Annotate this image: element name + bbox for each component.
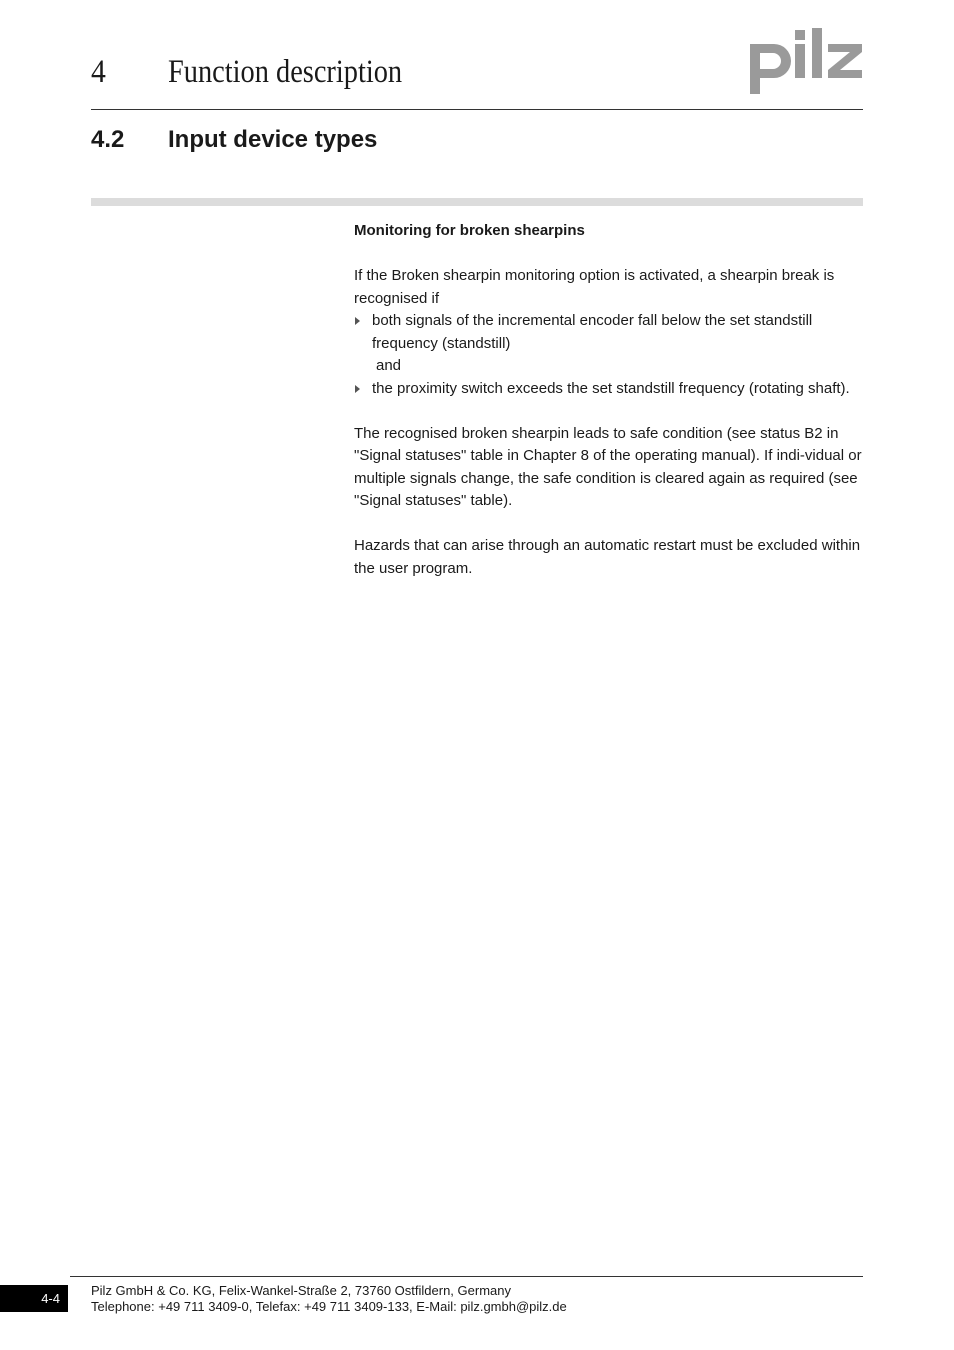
list-item-text: the proximity switch exceeds the set standstill frequency (rotating shaft). [372, 379, 850, 397]
footer-address: Pilz GmbH & Co. KG, Felix-Wankel-Straße 2, 73760 Ostfildern, Germany [91, 1283, 511, 1298]
body-content [354, 220, 864, 580]
triangle-bullet-icon [355, 317, 360, 325]
body-paragraph-2: The recognised broken shearpin leads to safe condition (see status B2 in "Signal statuses" table in Chapter 8 of the operating manual). If indi-vidual or multiple signals change, the safe condition is cleared again as required (see "Signal statuses" table). [354, 424, 862, 509]
section-number: 4.2 [91, 126, 125, 153]
footer-contact: Telephone: +49 711 3409-0, Telefax: +49 711 3409-133, E-Mail: pilz.gmbh@pilz.de [91, 1299, 567, 1314]
chapter-title: Function description [168, 54, 403, 90]
conjunction-text: and [376, 357, 402, 374]
triangle-bullet-icon [355, 385, 360, 393]
subheading: Monitoring for broken shearpins [354, 222, 585, 239]
chapter-number: 4 [91, 54, 106, 90]
list-item [354, 310, 864, 355]
section-divider-bar [91, 198, 863, 206]
list-item [354, 378, 864, 401]
section-title: Input device types [168, 126, 378, 153]
body-paragraph-3: Hazards that can arise through an automatic restart must be excluded within the user program. [354, 537, 861, 577]
intro-paragraph: If the Broken shearpin monitoring option is activated, a shearpin break is recognised if [354, 267, 835, 307]
list-item-text: both signals of the incremental encoder fall below the set standstill frequency (standstill) [372, 312, 813, 352]
page-number: 4-4 [0, 1285, 68, 1312]
pilz-logo [748, 28, 866, 94]
header-rule [91, 109, 863, 110]
footer-rule [70, 1276, 863, 1277]
